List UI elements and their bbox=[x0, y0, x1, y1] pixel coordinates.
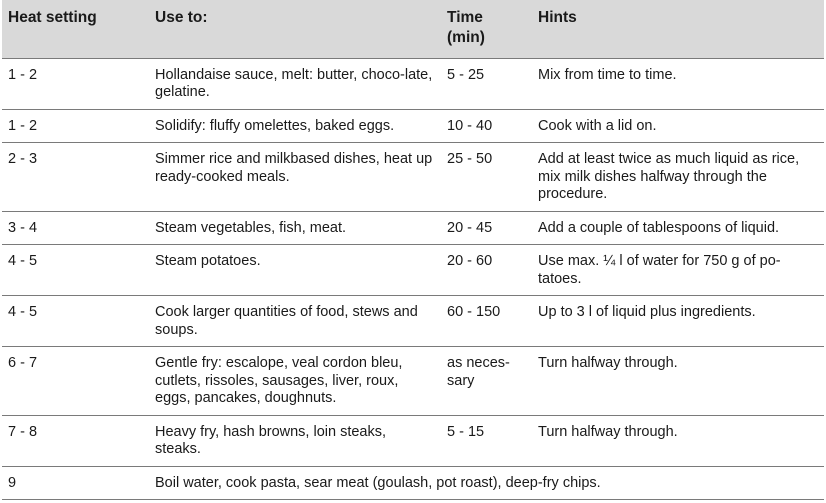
cell-hints: Turn halfway through. bbox=[532, 415, 824, 466]
header-heat-setting: Heat setting bbox=[2, 0, 149, 58]
cell-heat: 4 - 5 bbox=[2, 245, 149, 296]
table-row bbox=[2, 143, 824, 212]
cell-use: Hollandaise sauce, melt: butter, choco-late, gelatine. bbox=[149, 58, 441, 109]
cell-hints: Use max. ¼ l of water for 750 g of po-tatoes. bbox=[532, 245, 824, 296]
cell-hints: Add a couple of tablespoons of liquid. bbox=[532, 211, 824, 245]
table-header-row bbox=[2, 0, 824, 58]
cell-use: Simmer rice and milkbased dishes, heat up ready-cooked meals. bbox=[149, 143, 441, 212]
cell-heat: 1 - 2 bbox=[2, 58, 149, 109]
table-row bbox=[2, 415, 824, 466]
cell-use: Heavy fry, hash browns, loin steaks, steaks. bbox=[149, 415, 441, 466]
cell-heat: 6 - 7 bbox=[2, 347, 149, 416]
table-row bbox=[2, 109, 824, 143]
cell-heat: 7 - 8 bbox=[2, 415, 149, 466]
header-time-label: Time (min) bbox=[447, 9, 485, 46]
cell-time: 20 - 60 bbox=[441, 245, 532, 296]
cell-time: 25 - 50 bbox=[441, 143, 532, 212]
cell-time: 60 - 150 bbox=[441, 296, 532, 347]
cell-time: 10 - 40 bbox=[441, 109, 532, 143]
table-row bbox=[2, 245, 824, 296]
header-use-to: Use to: bbox=[149, 0, 441, 58]
cell-hints: Turn halfway through. bbox=[532, 347, 824, 416]
cell-time: 5 - 25 bbox=[441, 58, 532, 109]
cell-hints: Cook with a lid on. bbox=[532, 109, 824, 143]
cell-hints: Add at least twice as much liquid as rice, mix milk dishes halfway through the procedure. bbox=[532, 143, 824, 212]
cell-use: Cook larger quantities of food, stews and soups. bbox=[149, 296, 441, 347]
cell-hints: Mix from time to time. bbox=[532, 58, 824, 109]
table-row bbox=[2, 58, 824, 109]
cell-hints: Up to 3 l of liquid plus ingredients. bbox=[532, 296, 824, 347]
heat-settings-table bbox=[2, 0, 824, 500]
cell-use: Steam vegetables, fish, meat. bbox=[149, 211, 441, 245]
table-row bbox=[2, 347, 824, 416]
cell-use-wide: Boil water, cook pasta, sear meat (goulash, pot roast), deep-fry chips. bbox=[149, 466, 824, 500]
cell-time: 5 - 15 bbox=[441, 415, 532, 466]
cell-use: Gentle fry: escalope, veal cordon bleu, cutlets, rissoles, sausages, liver, roux, eggs, pancakes, doughnuts. bbox=[149, 347, 441, 416]
cell-time: 20 - 45 bbox=[441, 211, 532, 245]
table-row bbox=[2, 466, 824, 500]
cell-use: Steam potatoes. bbox=[149, 245, 441, 296]
header-time bbox=[441, 0, 532, 58]
cell-use: Solidify: fluffy omelettes, baked eggs. bbox=[149, 109, 441, 143]
header-hints: Hints bbox=[532, 0, 824, 58]
cell-heat: 2 - 3 bbox=[2, 143, 149, 212]
cell-heat: 3 - 4 bbox=[2, 211, 149, 245]
cell-heat: 1 - 2 bbox=[2, 109, 149, 143]
table-row bbox=[2, 296, 824, 347]
cell-time: as neces-sary bbox=[441, 347, 532, 416]
table-row bbox=[2, 211, 824, 245]
cell-heat: 9 bbox=[2, 466, 149, 500]
cell-heat: 4 - 5 bbox=[2, 296, 149, 347]
